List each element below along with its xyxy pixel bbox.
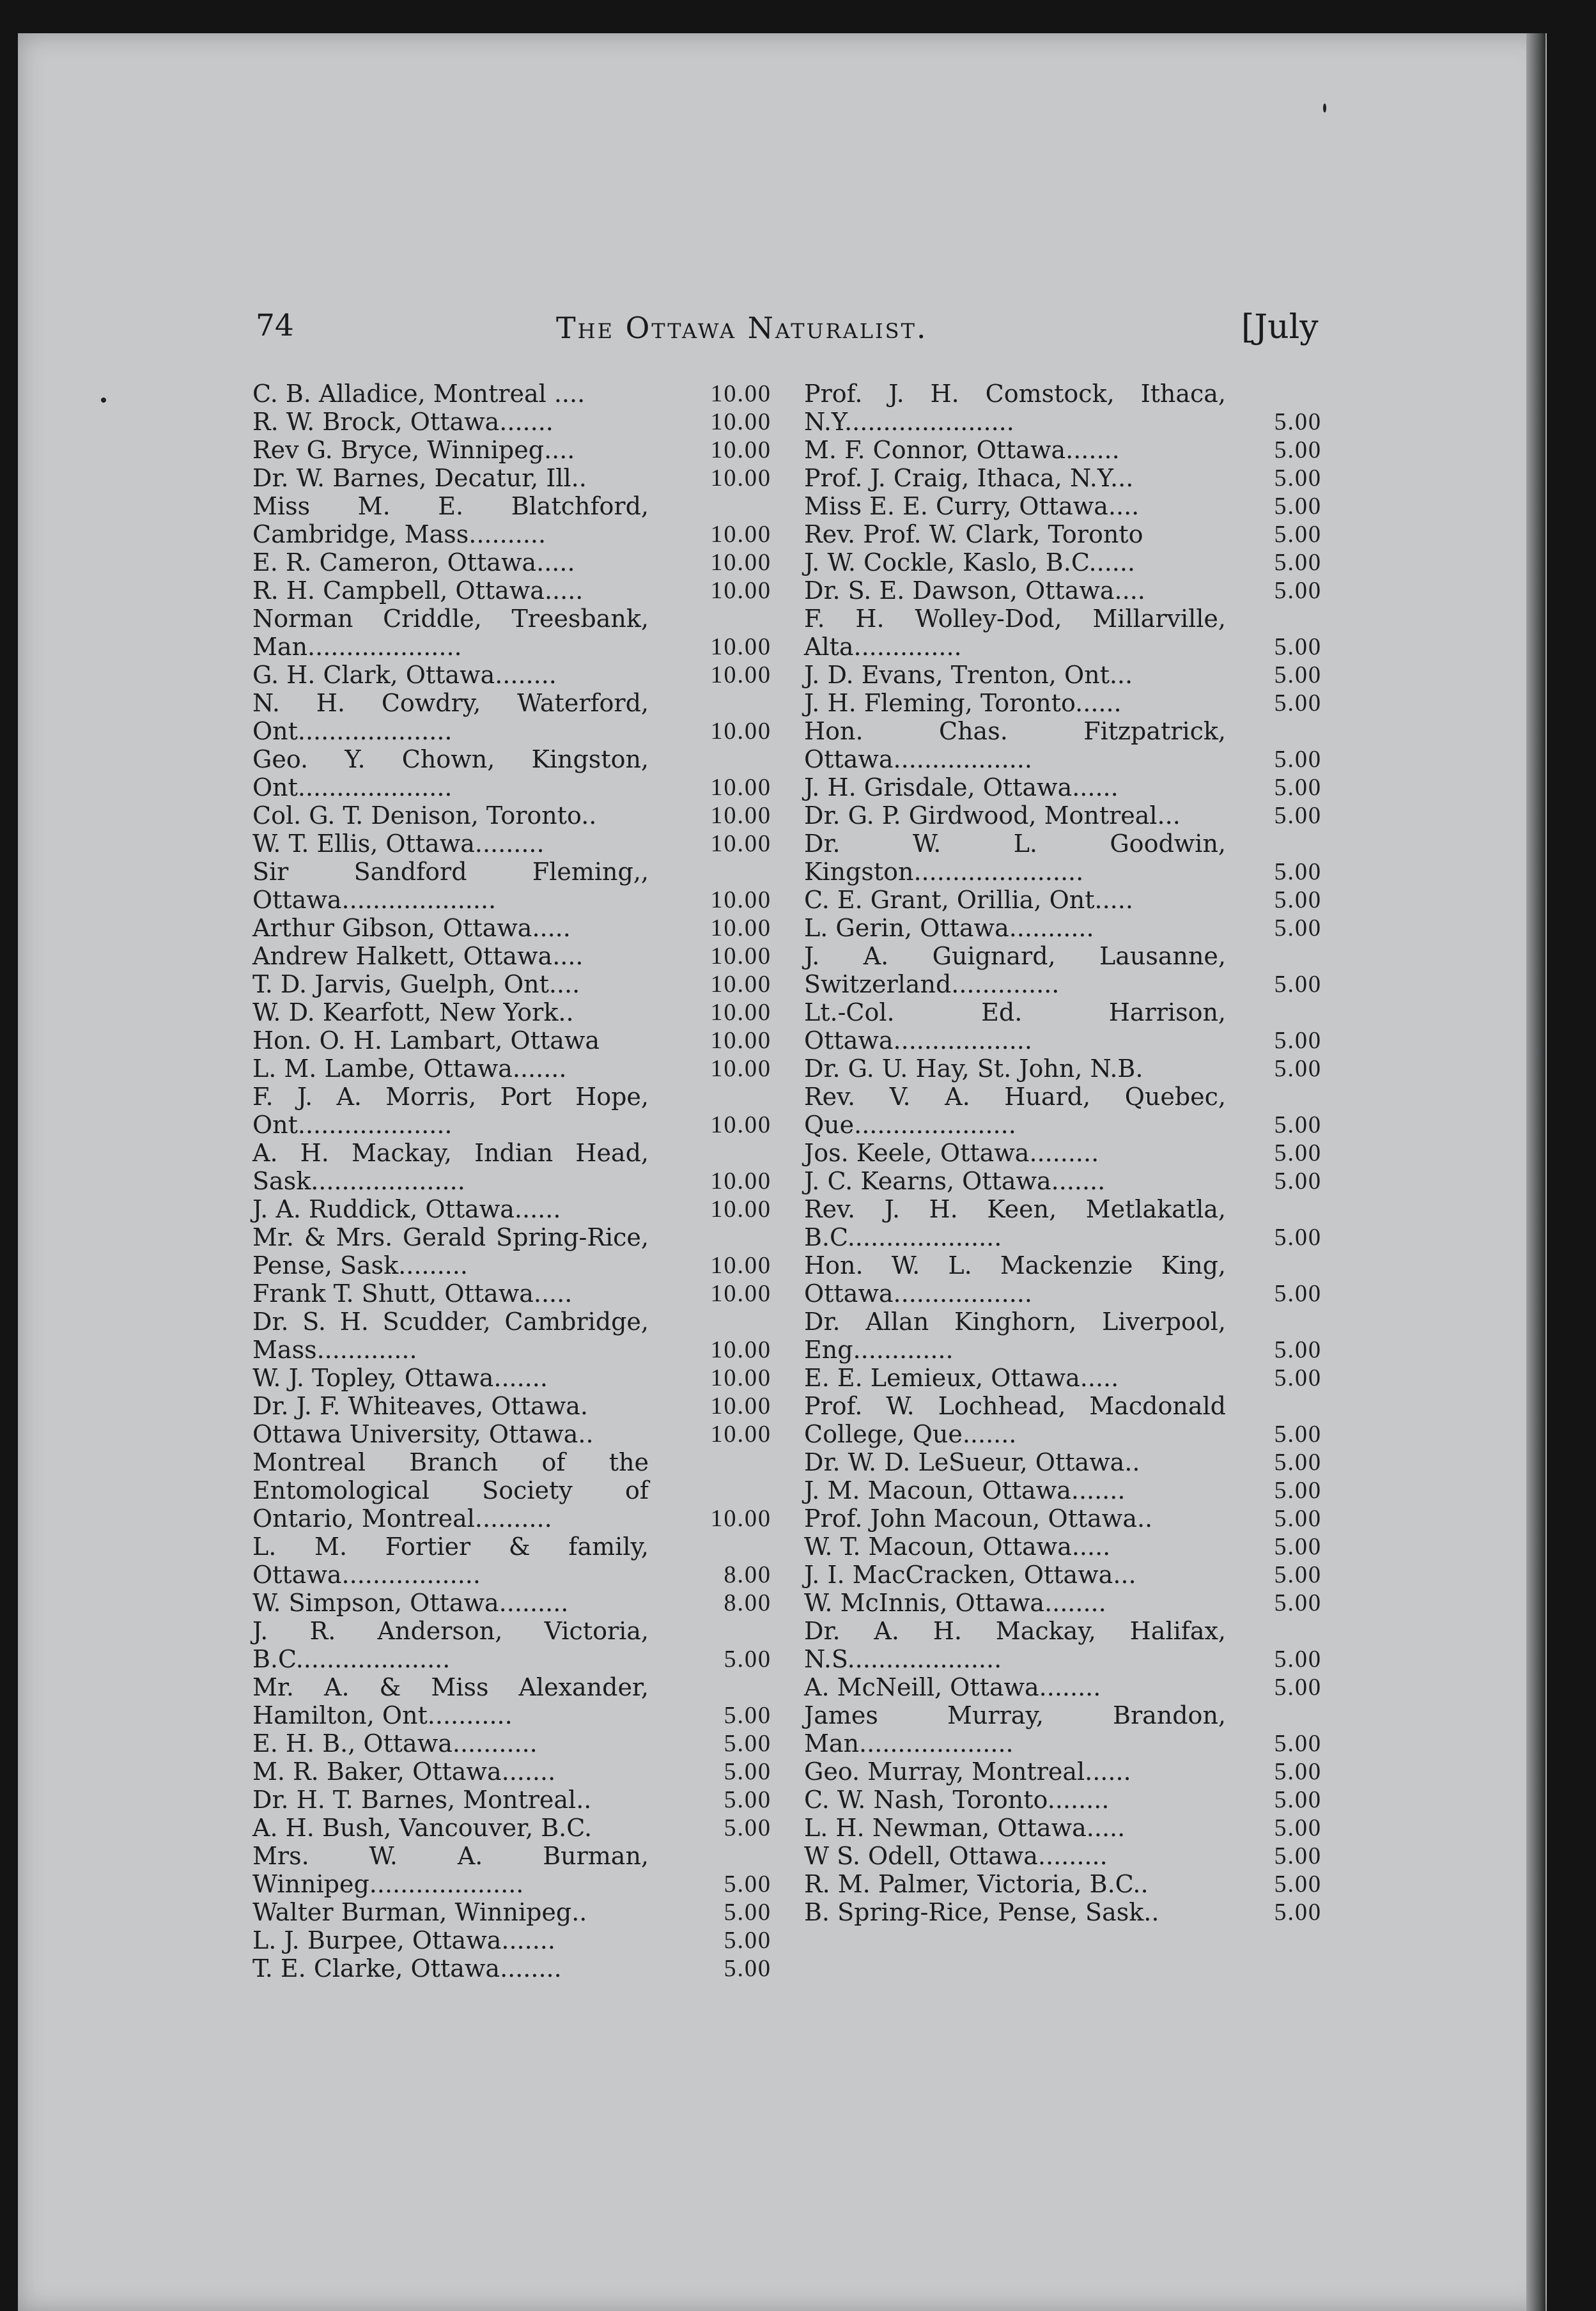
subscriber-name: Ottawa University, Ottawa..: [252, 1420, 594, 1448]
subscriber-name: Arthur Gibson, Ottawa.....: [252, 914, 571, 942]
subscriber-entry: [252, 1954, 777, 1983]
subscription-amount: 5.00: [1274, 1730, 1322, 1757]
subscriber-entry: [252, 858, 777, 914]
subscription-amount: 5.00: [1274, 1505, 1322, 1532]
subscriber-entry: [804, 1195, 1328, 1251]
subscriber-name: Montreal Branch of the Entomological Society of Ontario, Montreal..........: [252, 1448, 649, 1533]
subscriber-entry: [804, 914, 1328, 942]
subscriber-name: Dr. A. H. Mackay, Halifax, N.S....................: [804, 1617, 1226, 1673]
subscriber-name: Jos. Keele, Ottawa.........: [804, 1139, 1099, 1167]
subscriber-name: F. J. A. Morris, Port Hope, Ont....................: [252, 1083, 649, 1139]
subscriber-entry: [804, 576, 1328, 605]
subscription-amount: 5.00: [724, 1702, 771, 1729]
subscriber-entry: [252, 1448, 777, 1533]
subscriber-entry: [804, 998, 1328, 1055]
subscriber-name: C. B. Alladice, Montreal ....: [252, 380, 585, 408]
subscriber-name: G. H. Clark, Ottawa........: [252, 661, 557, 689]
subscriber-entry: [252, 1308, 777, 1364]
subscription-amount: 5.00: [1274, 746, 1322, 773]
subscription-amount: 5.00: [1274, 1561, 1322, 1588]
subscription-amount: 10.00: [710, 1027, 771, 1054]
subscription-amount: 10.00: [710, 1168, 771, 1194]
subscriber-entry: [804, 1673, 1328, 1701]
subscriber-entry: [252, 1139, 777, 1195]
subscriber-name: M. F. Connor, Ottawa.......: [804, 436, 1120, 464]
subscription-amount: 5.00: [1274, 1364, 1322, 1391]
subscriber-entry: [804, 942, 1328, 998]
subscriber-entry: [804, 1814, 1328, 1842]
subscriber-entry: [804, 661, 1328, 689]
subscription-amount: 5.00: [1274, 1533, 1322, 1560]
subscription-amount: 10.00: [710, 718, 771, 745]
subscriber-name: J. A. Ruddick, Ottawa......: [252, 1195, 561, 1223]
subscription-amount: 5.00: [724, 1899, 771, 1926]
subscriber-name: Prof. W. Lochhead, Macdonald College, Que.......: [804, 1392, 1226, 1448]
subscription-amount: 5.00: [1274, 886, 1322, 913]
subscriber-name: Dr. G. U. Hay, St. John, N.B.: [804, 1055, 1143, 1083]
subscription-amount: 5.00: [1274, 521, 1322, 548]
subscriber-name: Andrew Halkett, Ottawa....: [252, 942, 584, 970]
subscription-amount: 5.00: [1274, 1646, 1322, 1673]
left-subscriber-column: [252, 380, 777, 1983]
subscriber-name: C. E. Grant, Orillia, Ont.....: [804, 886, 1133, 914]
subscriber-entry: [804, 1617, 1328, 1673]
subscriber-name: F. H. Wolley-Dod, Millarville, Alta..............: [804, 605, 1226, 661]
subscriber-name: W. McInnis, Ottawa........: [804, 1589, 1106, 1617]
subscriber-name: Rev G. Bryce, Winnipeg....: [252, 436, 575, 464]
subscriber-name: L. Gerin, Ottawa...........: [804, 914, 1094, 942]
subscriber-entry: [252, 1729, 777, 1758]
subscription-amount: 5.00: [1274, 1843, 1322, 1869]
subscription-amount: 5.00: [1274, 1449, 1322, 1476]
subscription-amount: 10.00: [710, 1505, 771, 1532]
subscription-amount: 10.00: [710, 1111, 771, 1138]
subscriber-name: W S. Odell, Ottawa.........: [804, 1842, 1108, 1870]
subscriber-name: Dr. G. P. Girdwood, Montreal...: [804, 801, 1181, 830]
subscriber-entry: [804, 1055, 1328, 1083]
subscriber-name: Miss M. E. Blatchford, Cambridge, Mass..........: [252, 492, 649, 548]
subscriber-name: J. M. Macoun, Ottawa.......: [804, 1476, 1126, 1504]
subscription-amount: 10.00: [710, 549, 771, 576]
subscriber-entry: [252, 1026, 777, 1055]
subscriber-entry: [804, 1898, 1328, 1926]
subscriber-name: J. H. Fleming, Toronto......: [804, 689, 1122, 717]
subscriber-entry: [804, 1392, 1328, 1448]
subscriber-entry: [804, 1842, 1328, 1870]
page-number: 74: [256, 308, 294, 343]
subscription-amount: 10.00: [710, 661, 771, 688]
subscriber-entry: [252, 689, 777, 745]
subscription-amount: 10.00: [710, 971, 771, 998]
subscription-amount: 5.00: [1274, 577, 1322, 604]
subscriber-entry: [252, 942, 777, 970]
subscriber-name: J. I. MacCracken, Ottawa...: [804, 1561, 1136, 1589]
subscriber-name: W. J. Topley, Ottawa.......: [252, 1364, 548, 1392]
subscription-amount: 10.00: [710, 633, 771, 660]
subscriber-entry: [252, 1055, 777, 1083]
subscriber-entry: [804, 1786, 1328, 1814]
subscription-amount: 5.00: [1274, 1871, 1322, 1897]
subscriber-name: James Murray, Brandon, Man....................: [804, 1701, 1226, 1758]
subscriber-entry: [252, 1420, 777, 1448]
subscription-amount: 10.00: [710, 999, 771, 1026]
subscriber-entry: [804, 886, 1328, 914]
page-binding-edge: [1526, 33, 1546, 2311]
subscription-amount: 5.00: [1274, 549, 1322, 576]
subscriber-entry: [804, 1083, 1328, 1139]
issue-month: [July: [1241, 308, 1319, 346]
subscriber-entry: [804, 1589, 1328, 1617]
print-speck: [1323, 104, 1326, 112]
subscription-amount: 10.00: [710, 774, 771, 801]
subscriber-entry: [252, 1786, 777, 1814]
subscriber-entry: [252, 745, 777, 801]
subscription-amount: 8.00: [724, 1561, 771, 1588]
subscriber-entry: [804, 464, 1328, 492]
subscriber-entry: [252, 1673, 777, 1729]
subscription-amount: 5.00: [724, 1814, 771, 1841]
subscriber-entry: [804, 380, 1328, 436]
subscriber-name: A. H. Mackay, Indian Head, Sask....................: [252, 1139, 649, 1195]
subscriber-entry: [252, 605, 777, 661]
subscriber-entry: [252, 1223, 777, 1279]
subscription-amount: 5.00: [1274, 633, 1322, 660]
subscription-amount: 5.00: [1274, 858, 1322, 885]
subscriber-name: Dr. H. T. Barnes, Montreal..: [252, 1786, 592, 1814]
subscription-amount: 5.00: [724, 1955, 771, 1982]
subscription-amount: 5.00: [1274, 774, 1322, 801]
subscriber-entry: [252, 1279, 777, 1308]
subscriber-entry: [804, 1758, 1328, 1786]
subscriber-entry: [252, 436, 777, 464]
subscriber-name: B. Spring-Rice, Pense, Sask..: [804, 1898, 1159, 1926]
subscriber-entry: [252, 914, 777, 942]
subscription-amount: 5.00: [1274, 1674, 1322, 1701]
subscriber-entry: [804, 1139, 1328, 1167]
subscription-amount: 5.00: [1274, 1589, 1322, 1616]
subscription-amount: 10.00: [710, 886, 771, 913]
subscription-amount: 10.00: [710, 1055, 771, 1082]
subscription-amount: 10.00: [710, 802, 771, 829]
subscription-amount: 5.00: [1274, 1027, 1322, 1054]
subscriber-entry: [804, 520, 1328, 548]
subscriber-name: Lt.-Col. Ed. Harrison, Ottawa..................: [804, 998, 1226, 1055]
subscription-amount: 10.00: [710, 1196, 771, 1223]
subscriber-name: J. C. Kearns, Ottawa.......: [804, 1167, 1106, 1195]
subscription-amount: 5.00: [1274, 971, 1322, 998]
subscription-amount: 5.00: [1274, 408, 1322, 435]
subscriber-entry: [252, 1758, 777, 1786]
journal-title: The Ottawa Naturalist.: [556, 311, 928, 345]
subscriber-entry: [804, 1561, 1328, 1589]
subscription-amount: 5.00: [1274, 1814, 1322, 1841]
subscriber-entry: [252, 548, 777, 576]
subscriber-name: Dr. S. H. Scudder, Cambridge, Mass.............: [252, 1308, 649, 1364]
subscriber-name: R. M. Palmer, Victoria, B.C..: [804, 1870, 1149, 1898]
subscriber-entry: [804, 1870, 1328, 1898]
subscription-amount: 5.00: [1274, 1224, 1322, 1251]
subscriber-name: Rev. Prof. W. Clark, Toronto: [804, 520, 1143, 548]
subscriber-name: Frank T. Shutt, Ottawa.....: [252, 1279, 573, 1308]
subscriber-name: Dr. S. E. Dawson, Ottawa....: [804, 576, 1145, 605]
subscriber-entry: [252, 1898, 777, 1926]
subscriber-name: Prof. J. H. Comstock, Ithaca, N.Y......................: [804, 380, 1226, 436]
subscription-amount: 5.00: [724, 1646, 771, 1673]
subscriber-name: Rev. V. A. Huard, Quebec, Que.....................: [804, 1083, 1226, 1139]
subscriber-entry: [252, 408, 777, 436]
subscriber-name: Miss E. E. Curry, Ottawa....: [804, 492, 1140, 520]
subscription-amount: 5.00: [1274, 1336, 1322, 1363]
subscription-amount: 5.00: [724, 1927, 771, 1954]
subscriber-name: W. Simpson, Ottawa.........: [252, 1589, 569, 1617]
right-subscriber-column: [804, 380, 1328, 1926]
subscriber-entry: [252, 661, 777, 689]
subscriber-name: Dr. Allan Kinghorn, Liverpool, Eng.............: [804, 1308, 1226, 1364]
subscriber-entry: [252, 1083, 777, 1139]
subscription-amount: 5.00: [724, 1786, 771, 1813]
subscriber-name: L. J. Burpee, Ottawa.......: [252, 1926, 555, 1954]
subscriber-name: L. M. Fortier & family, Ottawa..................: [252, 1533, 649, 1589]
subscriber-name: Prof. John Macoun, Ottawa..: [804, 1504, 1153, 1533]
subscriber-entry: [804, 1701, 1328, 1758]
subscription-amount: 5.00: [1274, 1140, 1322, 1166]
subscriber-name: C. W. Nash, Toronto........: [804, 1786, 1110, 1814]
subscription-amount: 5.00: [1274, 1055, 1322, 1082]
subscriber-name: Rev. J. H. Keen, Metlakatla, B.C....................: [804, 1195, 1226, 1251]
subscriber-name: Mr. & Mrs. Gerald Spring-Rice, Pense, Sask.........: [252, 1223, 649, 1279]
subscription-amount: 10.00: [710, 380, 771, 407]
subscriber-entry: [252, 464, 777, 492]
subscription-amount: 5.00: [1274, 915, 1322, 941]
subscriber-name: Mrs. W. A. Burman, Winnipeg....................: [252, 1842, 649, 1898]
subscriber-name: E. R. Cameron, Ottawa.....: [252, 548, 575, 576]
subscription-amount: 10.00: [710, 1421, 771, 1448]
subscriber-name: E. H. B., Ottawa...........: [252, 1729, 538, 1758]
subscriber-entry: [804, 1476, 1328, 1504]
subscriber-name: J. R. Anderson, Victoria, B.C....................: [252, 1617, 649, 1673]
subscription-amount: 10.00: [710, 465, 771, 491]
subscriber-entry: [804, 1167, 1328, 1195]
subscription-amount: 5.00: [724, 1730, 771, 1757]
subscriber-name: Sir Sandford Fleming,, Ottawa....................: [252, 858, 649, 914]
subscriber-entry: [804, 1504, 1328, 1533]
subscription-amount: 5.00: [724, 1871, 771, 1897]
subscription-amount: 8.00: [724, 1589, 771, 1616]
subscription-amount: 10.00: [710, 577, 771, 604]
subscription-amount: 5.00: [1274, 1111, 1322, 1138]
subscriber-entry: [252, 1814, 777, 1842]
subscription-amount: 5.00: [1274, 1758, 1322, 1785]
subscriber-name: T. D. Jarvis, Guelph, Ont....: [252, 970, 580, 998]
subscriber-entry: [804, 492, 1328, 520]
subscription-amount: 5.00: [1274, 661, 1322, 688]
subscriber-entry: [252, 801, 777, 830]
subscriber-name: Walter Burman, Winnipeg..: [252, 1898, 587, 1926]
subscriber-name: R. H. Campbell, Ottawa.....: [252, 576, 584, 605]
subscriber-name: J. W. Cockle, Kaslo, B.C......: [804, 548, 1136, 576]
subscription-amount: 10.00: [710, 1364, 771, 1391]
subscriber-name: J. D. Evans, Trenton, Ont...: [804, 661, 1133, 689]
subscription-amount: 10.00: [710, 915, 771, 941]
subscription-amount: 5.00: [1274, 1421, 1322, 1448]
subscriber-entry: [252, 830, 777, 858]
subscriber-entry: [252, 998, 777, 1026]
subscriber-entry: [252, 576, 777, 605]
subscription-amount: 10.00: [710, 1336, 771, 1363]
subscriber-name: Norman Criddle, Treesbank, Man....................: [252, 605, 649, 661]
subscriber-entry: [804, 548, 1328, 576]
subscriber-name: T. E. Clarke, Ottawa........: [252, 1954, 562, 1983]
subscriber-entry: [252, 1533, 777, 1589]
subscriber-entry: [252, 970, 777, 998]
subscriber-name: W. T. Macoun, Ottawa.....: [804, 1533, 1111, 1561]
subscriber-name: Hon. O. H. Lambart, Ottawa: [252, 1026, 600, 1055]
subscription-amount: 10.00: [710, 943, 771, 970]
subscriber-name: L. M. Lambe, Ottawa.......: [252, 1055, 567, 1083]
subscription-amount: 5.00: [1274, 802, 1322, 829]
subscriber-entry: [252, 1589, 777, 1617]
subscription-amount: 10.00: [710, 1252, 771, 1279]
subscriber-name: Geo. Murray, Montreal......: [804, 1758, 1131, 1786]
subscriber-name: A. McNeill, Ottawa........: [804, 1673, 1101, 1701]
subscriber-name: J. H. Grisdale, Ottawa......: [804, 773, 1119, 801]
subscriber-name: Prof. J. Craig, Ithaca, N.Y...: [804, 464, 1134, 492]
subscriber-entry: [804, 1448, 1328, 1476]
subscription-amount: 5.00: [1274, 437, 1322, 463]
subscriber-name: J. A. Guignard, Lausanne, Switzerland..............: [804, 942, 1226, 998]
subscription-amount: 5.00: [1274, 1280, 1322, 1307]
subscriber-entry: [252, 380, 777, 408]
subscriber-entry: [804, 1251, 1328, 1308]
subscription-amount: 5.00: [1274, 1899, 1322, 1926]
subscription-amount: 10.00: [710, 830, 771, 857]
subscriber-entry: [252, 1195, 777, 1223]
subscriber-entry: [804, 689, 1328, 717]
subscription-amount: 10.00: [710, 408, 771, 435]
subscriber-entry: [252, 1617, 777, 1673]
subscriber-name: R. W. Brock, Ottawa.......: [252, 408, 554, 436]
subscriber-entry: [804, 1308, 1328, 1364]
subscriber-name: Mr. A. & Miss Alexander, Hamilton, Ont...........: [252, 1673, 649, 1729]
subscriber-entry: [804, 605, 1328, 661]
subscriber-name: L. H. Newman, Ottawa.....: [804, 1814, 1126, 1842]
subscription-amount: 5.00: [1274, 493, 1322, 520]
subscriber-entry: [804, 1533, 1328, 1561]
subscriber-name: Geo. Y. Chown, Kingston, Ont....................: [252, 745, 649, 801]
subscription-amount: 10.00: [710, 521, 771, 548]
subscription-amount: 5.00: [1274, 465, 1322, 491]
subscription-amount: 5.00: [1274, 1168, 1322, 1194]
subscriber-name: N. H. Cowdry, Waterford, Ont....................: [252, 689, 649, 745]
subscriber-name: Dr. W. D. LeSueur, Ottawa..: [804, 1448, 1140, 1476]
print-speck: [101, 398, 106, 403]
subscriber-name: M. R. Baker, Ottawa.......: [252, 1758, 556, 1786]
subscription-amount: 10.00: [710, 1393, 771, 1419]
subscriber-entry: [252, 1364, 777, 1392]
subscription-amount: 5.00: [1274, 1477, 1322, 1504]
subscriber-entry: [252, 1842, 777, 1898]
subscriber-name: Dr. W. Barnes, Decatur, Ill..: [252, 464, 587, 492]
subscriber-name: Dr. W. L. Goodwin, Kingston......................: [804, 830, 1226, 886]
subscriber-entry: [804, 436, 1328, 464]
subscriber-entry: [252, 1392, 777, 1420]
subscription-amount: 10.00: [710, 1280, 771, 1307]
subscriber-name: E. E. Lemieux, Ottawa.....: [804, 1364, 1119, 1392]
subscriber-name: Dr. J. F. Whiteaves, Ottawa.: [252, 1392, 588, 1420]
subscription-amount: 5.00: [724, 1758, 771, 1785]
subscriber-entry: [804, 801, 1328, 830]
subscriber-name: W. T. Ellis, Ottawa.........: [252, 830, 545, 858]
subscriber-entry: [252, 492, 777, 548]
page-header: [243, 308, 1329, 359]
subscriber-name: W. D. Kearfott, New York..: [252, 998, 574, 1026]
subscriber-entry: [804, 830, 1328, 886]
subscription-amount: 10.00: [710, 437, 771, 463]
subscriber-name: Col. G. T. Denison, Toronto..: [252, 801, 597, 830]
subscription-amount: 5.00: [1274, 1786, 1322, 1813]
subscriber-entry: [804, 773, 1328, 801]
subscriber-name: Hon. Chas. Fitzpatrick, Ottawa..................: [804, 717, 1226, 773]
subscription-amount: 5.00: [1274, 690, 1322, 716]
subscriber-name: A. H. Bush, Vancouver, B.C.: [252, 1814, 593, 1842]
subscriber-entry: [252, 1926, 777, 1954]
subscriber-entry: [804, 1364, 1328, 1392]
subscriber-entry: [804, 717, 1328, 773]
subscriber-name: Hon. W. L. Mackenzie King, Ottawa..................: [804, 1251, 1226, 1308]
